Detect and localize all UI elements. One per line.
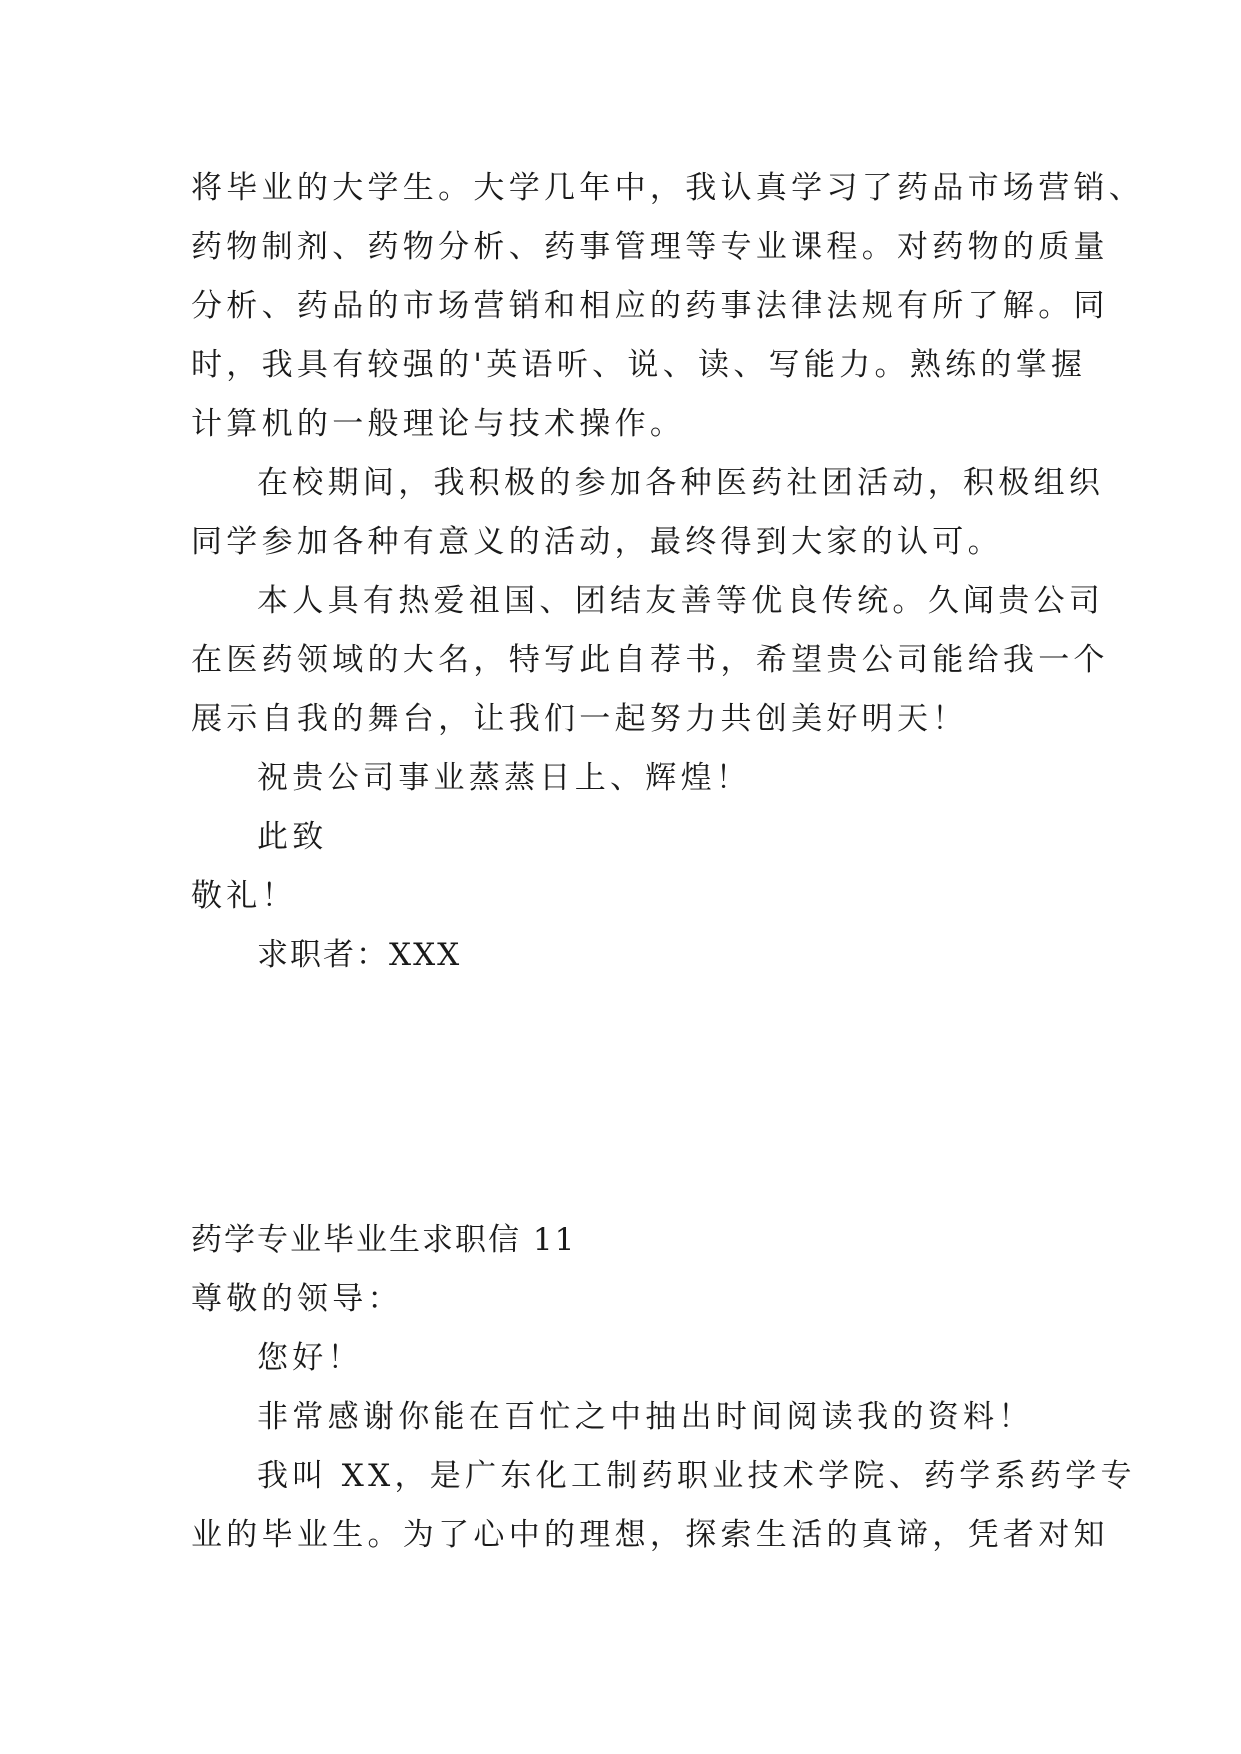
greeting-line: 尊敬的领导： <box>191 1281 403 1317</box>
wish-line: 祝贵公司事业蒸蒸日上、辉煌！ <box>257 760 752 796</box>
closing-line: 此致 <box>257 819 328 855</box>
text-line: 计算机的一般理论与技术操作。 <box>191 406 686 442</box>
hello-line: 您好！ <box>257 1340 363 1376</box>
salute-line: 敬礼！ <box>191 878 297 914</box>
text-line: 时，我具有较强的'英语听、说、读、写能力。熟练的掌握 <box>191 347 1087 383</box>
letter-title: 药学专业毕业生求职信 11 <box>191 1222 577 1258</box>
signature-line: 求职者：XXX <box>257 937 462 973</box>
text-line: 在校期间，我积极的参加各种医药社团活动，积极组织 <box>257 465 1105 501</box>
text-line: 业的毕业生。为了心中的理想，探索生活的真谛，凭者对知 <box>191 1517 1109 1553</box>
text-line: 在医药领域的大名，特写此自荐书，希望贵公司能给我一个 <box>191 642 1109 678</box>
text-line: 本人具有热爱祖国、团结友善等优良传统。久闻贵公司 <box>257 583 1105 619</box>
text-line: 将毕业的大学生。大学几年中，我认真学习了药品市场营销、 <box>191 170 1145 206</box>
text-line: 同学参加各种有意义的活动，最终得到大家的认可。 <box>191 524 1003 560</box>
thanks-line: 非常感谢你能在百忙之中抽出时间阅读我的资料！ <box>257 1399 1034 1435</box>
text-line: 我叫 XX，是广东化工制药职业技术学院、药学系药学专 <box>257 1458 1136 1494</box>
text-line: 药物制剂、药物分析、药事管理等专业课程。对药物的质量 <box>191 229 1109 265</box>
text-line: 展示自我的舞台，让我们一起努力共创美好明天！ <box>191 701 968 737</box>
text-line: 分析、药品的市场营销和相应的药事法律法规有所了解。同 <box>191 288 1109 324</box>
